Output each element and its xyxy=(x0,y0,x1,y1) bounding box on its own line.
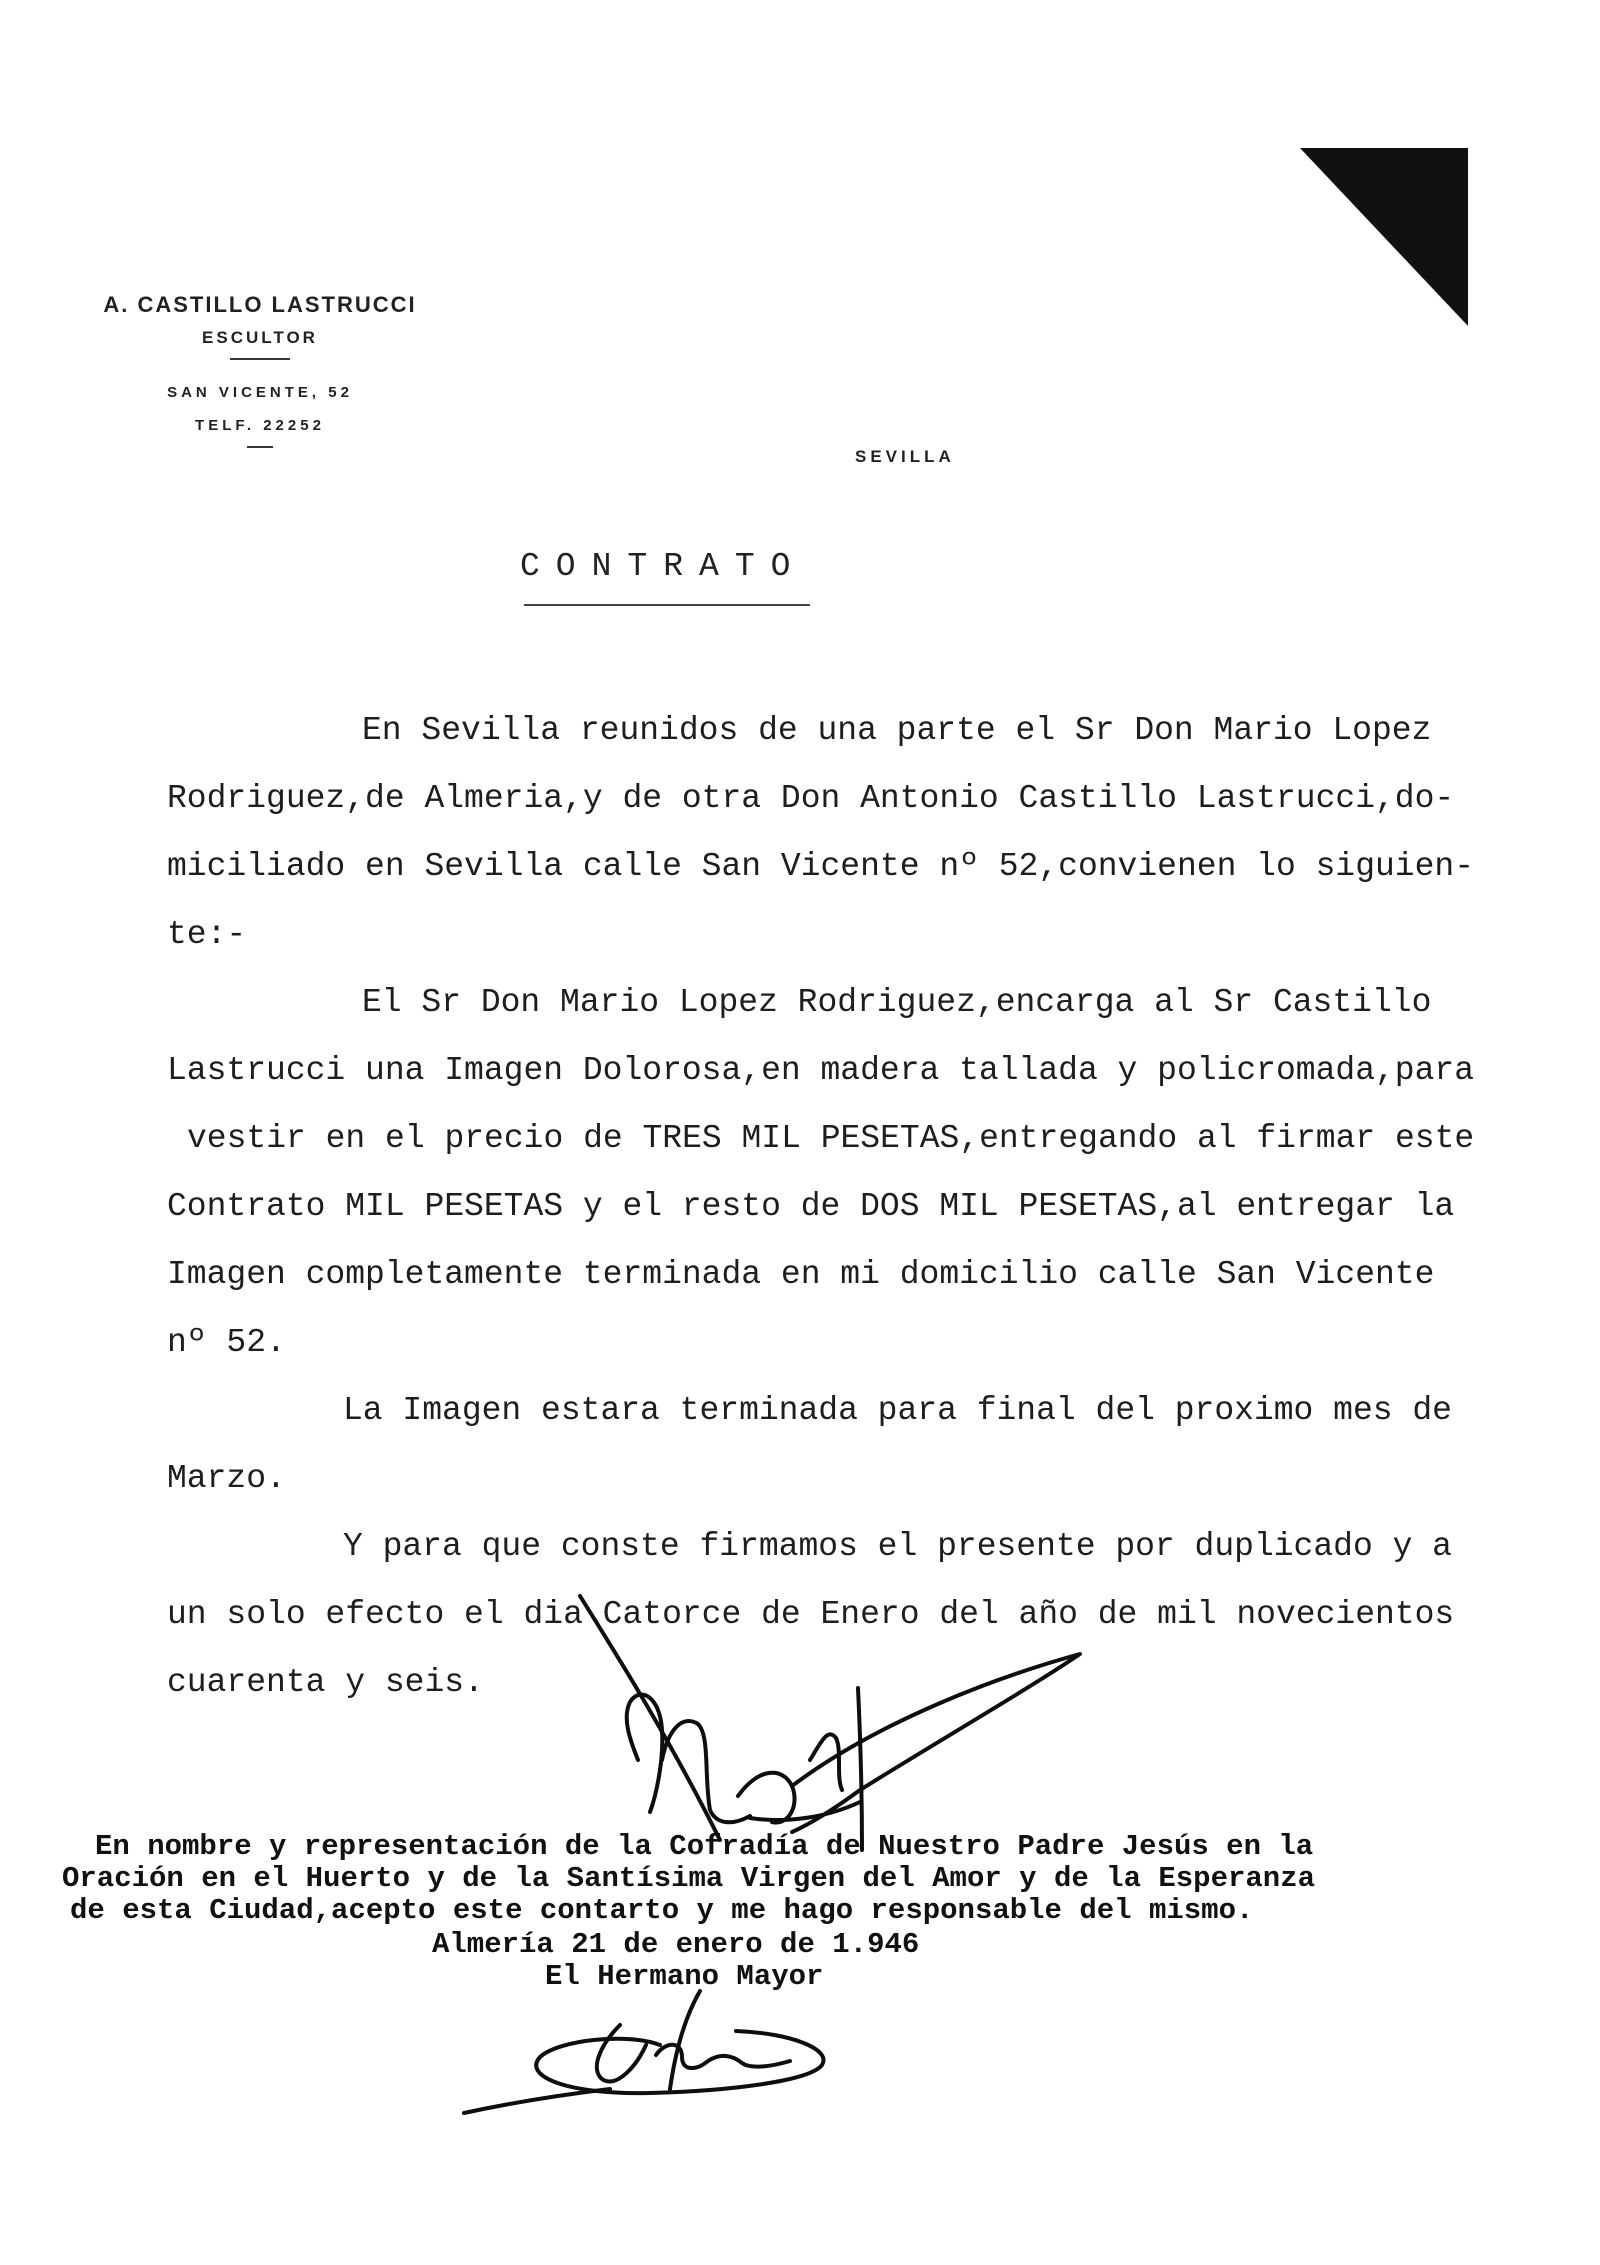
representation-line: de esta Ciudad,acepto este contarto y me hago responsable del mismo. xyxy=(70,1894,1254,1927)
body-line: Lastrucci una Imagen Dolorosa,en madera tallada y policromada,para xyxy=(167,1052,1475,1089)
corner-fold-mark xyxy=(1300,148,1470,328)
title-underline xyxy=(524,604,810,606)
body-line: Imagen completamente terminada en mi domicilio calle San Vicente xyxy=(167,1256,1435,1293)
body-line: te:- xyxy=(167,916,247,953)
body-line: nº 52. xyxy=(167,1324,286,1361)
body-line: El Sr Don Mario Lopez Rodriguez,encarga al Sr Castillo xyxy=(362,984,1432,1021)
representation-signatory: El Hermano Mayor xyxy=(545,1960,824,1993)
letterhead-city: SEVILLA xyxy=(855,447,955,466)
letterhead xyxy=(60,292,460,448)
document-title: CONTRATO xyxy=(520,548,807,585)
letterhead-phone: TELF. 22252 xyxy=(195,417,325,434)
representation-place-date: Almería 21 de enero de 1.946 xyxy=(432,1928,920,1961)
body-line: Marzo. xyxy=(167,1460,286,1497)
body-line: En Sevilla reunidos de una parte el Sr Don Mario Lopez xyxy=(362,712,1432,749)
body-line: La Imagen estara terminada para final del proximo mes de xyxy=(343,1392,1452,1429)
letterhead-role: ESCULTOR xyxy=(202,328,318,347)
representation-line: Oración en el Huerto y de la Santísima Virgen del Amor y de la Esperanza xyxy=(62,1862,1316,1895)
body-line: Rodriguez,de Almeria,y de otra Don Antonio Castillo Lastrucci,do- xyxy=(167,780,1455,817)
body-line: Contrato MIL PESETAS y el resto de DOS MIL PESETAS,al entregar la xyxy=(167,1188,1455,1225)
letterhead-divider-small xyxy=(247,446,273,448)
body-line: miciliado en Sevilla calle San Vicente nº 52,convienen lo siguien- xyxy=(167,848,1475,885)
letterhead-address: SAN VICENTE, 52 xyxy=(167,384,353,401)
body-line: un solo efecto el dia Catorce de Enero del año de mil novecientos xyxy=(167,1596,1455,1633)
letterhead-divider xyxy=(230,358,290,360)
letterhead-name: A. CASTILLO LASTRUCCI xyxy=(103,292,417,317)
hermano-mayor-signature xyxy=(450,1985,850,2125)
body-line: cuarenta y seis. xyxy=(167,1664,484,1701)
body-line: Y para que conste firmamos el presente por duplicado y a xyxy=(343,1528,1452,1565)
representation-line: En nombre y representación de la Cofradía de Nuestro Padre Jesús en la xyxy=(95,1830,1314,1863)
body-line: vestir en el precio de TRES MIL PESETAS,entregando al firmar este xyxy=(187,1120,1475,1157)
